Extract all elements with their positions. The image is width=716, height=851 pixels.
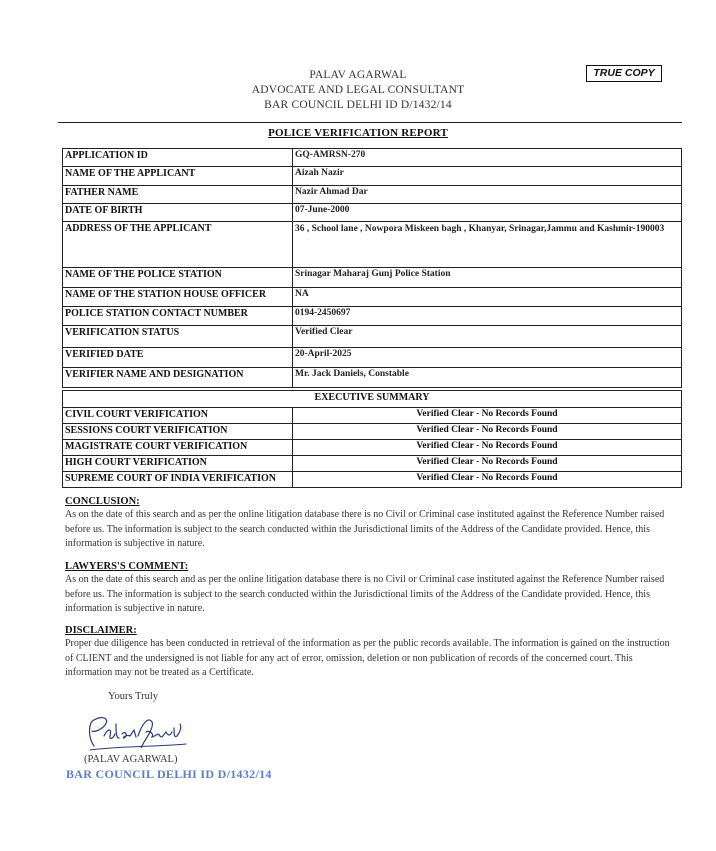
table-row	[63, 348, 682, 368]
row-label: VERIFICATION STATUS	[63, 326, 293, 348]
row-value: NA	[293, 288, 682, 307]
row-value: Verified Clear - No Records Found	[293, 472, 682, 488]
lawyers-comment-section	[65, 560, 677, 617]
row-value: 36 , School lane , Nowpora Miskeen bagh , Khanyar, Srinagar,Jammu and Kashmir-190003	[293, 222, 682, 268]
row-value: Srinagar Maharaj Gunj Police Station	[293, 268, 682, 288]
advocate-role: ADVOCATE AND LEGAL CONSULTANT	[251, 84, 465, 96]
row-value: Verified Clear - No Records Found	[293, 408, 682, 424]
advocate-name: PALAV AGARWAL	[309, 69, 407, 81]
header-divider	[58, 122, 682, 123]
table-row	[63, 204, 682, 222]
table-row	[63, 186, 682, 204]
signatory-name: (PALAV AGARWAL)	[84, 754, 178, 765]
row-label: VERIFIED DATE	[63, 348, 293, 368]
true-copy-stamp: TRUE COPY	[586, 65, 662, 82]
conclusion-section	[65, 495, 677, 552]
row-value: Mr. Jack Daniels, Constable	[293, 368, 682, 388]
row-label: NAME OF THE POLICE STATION	[63, 268, 293, 288]
row-label: POLICE STATION CONTACT NUMBER	[63, 307, 293, 326]
row-value: 0194-2450697	[293, 307, 682, 326]
disclaimer-section	[65, 624, 677, 681]
row-value: 20-April-2025	[293, 348, 682, 368]
table-row	[63, 268, 682, 288]
table-row	[63, 326, 682, 348]
table-row	[63, 307, 682, 326]
table-row	[63, 440, 682, 456]
row-label: FATHER NAME	[63, 186, 293, 204]
disclaimer-heading: DISCLAIMER:	[65, 625, 137, 636]
closing-salutation: Yours Truly	[108, 691, 159, 702]
report-title: POLICE VERIFICATION REPORT	[268, 127, 448, 139]
table-row	[63, 456, 682, 472]
executive-summary-table	[62, 390, 682, 488]
row-label: VERIFIER NAME AND DESIGNATION	[63, 368, 293, 388]
conclusion-heading: CONCLUSION:	[65, 496, 140, 507]
table-row	[63, 222, 682, 268]
disclaimer-text: Proper due diligence has been conducted in retrieval of the information as per the public records available. The information is gained on the instruction of CLIENT and the undersigned is not liable for any act of error, omission, deletion or non publication of records of the concerned court. This information may not be treated as a Certificate.	[65, 638, 670, 678]
row-label: HIGH COURT VERIFICATION	[63, 456, 293, 472]
row-label: MAGISTRATE COURT VERIFICATION	[63, 440, 293, 456]
applicant-details-table	[62, 148, 682, 388]
lawyers-comment-text: As on the date of this search and as per the online litigation database there is no Civil or Criminal case instituted against the Reference Number raised before us. The information is subject to the search conducted within the Jurisdictional limits of the Address of the Candidate provided. Hence, this information is subjective in nature.	[65, 574, 665, 614]
table-row	[63, 368, 682, 388]
executive-summary-title: EXECUTIVE SUMMARY	[63, 391, 682, 408]
signature-mark	[82, 706, 192, 754]
row-value: Verified Clear	[293, 326, 682, 348]
conclusion-text: As on the date of this search and as per the online litigation database there is no Civil or Criminal case instituted against the Reference Number raised before us. The information is subject to the search conducted within the Jurisdictional limits of the Address of the Candidate provided. Hence, this information is subjective in nature.	[65, 509, 665, 549]
row-label: SUPREME COURT OF INDIA VERIFICATION	[63, 472, 293, 488]
row-value: 07-June-2000	[293, 204, 682, 222]
row-value: Nazir Ahmad Dar	[293, 186, 682, 204]
row-label: SESSIONS COURT VERIFICATION	[63, 424, 293, 440]
lawyers-comment-heading: LAWYERS'S COMMENT:	[65, 561, 189, 572]
table-header-row	[63, 391, 682, 408]
table-row	[63, 167, 682, 186]
table-row	[63, 288, 682, 307]
signatory-bar-id: BAR COUNCIL DELHI ID D/1432/14	[66, 767, 272, 781]
row-label: NAME OF THE STATION HOUSE OFFICER	[63, 288, 293, 307]
signature	[82, 706, 192, 759]
row-value: Verified Clear - No Records Found	[293, 440, 682, 456]
row-value: Aizah Nazir	[293, 167, 682, 186]
table-row	[63, 408, 682, 424]
row-label: NAME OF THE APPLICANT	[63, 167, 293, 186]
table-row	[63, 424, 682, 440]
row-label: DATE OF BIRTH	[63, 204, 293, 222]
row-label: CIVIL COURT VERIFICATION	[63, 408, 293, 424]
row-value: GQ-AMRSN-270	[293, 149, 682, 167]
row-label: ADDRESS OF THE APPLICANT	[63, 222, 293, 268]
table-row	[63, 472, 682, 488]
row-label: APPLICATION ID	[63, 149, 293, 167]
advocate-bar-id: BAR COUNCIL DELHI ID D/1432/14	[264, 99, 452, 111]
table-row	[63, 149, 682, 167]
row-value: Verified Clear - No Records Found	[293, 424, 682, 440]
row-value: Verified Clear - No Records Found	[293, 456, 682, 472]
